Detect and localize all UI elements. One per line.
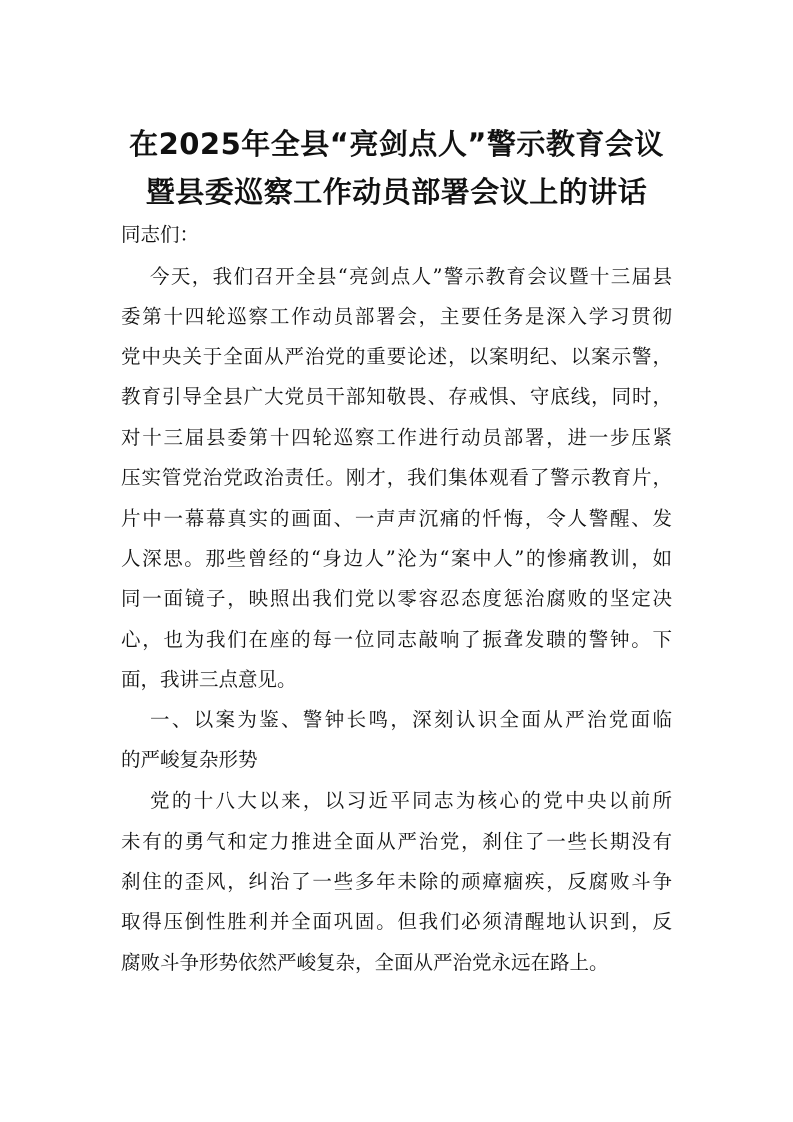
paragraph-line: 腐败斗争形势依然严峻复杂，全面从严治党永远在路上。 xyxy=(121,951,609,974)
paragraph-line: 取得压倒性胜利并全面巩固。但我们必须清醒地认识到，反 xyxy=(121,910,672,933)
paragraph-line: 刹住的歪风，纠治了一些多年未除的顽瘴痼疾，反腐败斗争 xyxy=(121,870,672,893)
document-title-line-1: 在2025年全县“亮剑点人”警示教育会议 xyxy=(129,127,664,161)
paragraph-line: 未有的勇气和定力推进全面从严治党，刹住了一些长期没有 xyxy=(121,830,672,853)
paragraph-line: 面，我讲三点意见。 xyxy=(121,668,297,691)
paragraph-line: 对十三届县委第十四轮巡察工作进行动员部署，进一步压紧 xyxy=(121,426,672,449)
paragraph-line: 教育引导全县广大党员干部知敬畏、存戒惧、守底线，同时， xyxy=(121,385,672,408)
paragraph-line: 委第十四轮巡察工作动员部署会，主要任务是深入学习贯彻 xyxy=(121,305,672,328)
paragraph-line: 党中央关于全面从严治党的重要论述，以案明纪、以案示警， xyxy=(121,345,672,368)
paragraph-line: 同一面镜子，映照出我们党以零容忍态度惩治腐败的坚定决 xyxy=(121,587,672,610)
section-heading-line: 一、以案为鉴、警钟长鸣，深刻认识全面从严治党面临 xyxy=(150,708,672,731)
paragraph-line: 党的十八大以来，以习近平同志为核心的党中央以前所 xyxy=(150,789,672,812)
paragraph-line: 心，也为我们在座的每一位同志敲响了振聋发聩的警钟。下 xyxy=(121,628,672,651)
salutation: 同志们： xyxy=(121,223,200,246)
paragraph-line: 人深思。那些曾经的“身边人”沦为“案中人”的惨痛教训，如 xyxy=(121,547,672,570)
paragraph-line: 压实管党治党政治责任。刚才，我们集体观看了警示教育片， xyxy=(121,466,672,489)
section-heading-line: 的严峻复杂形势 xyxy=(121,748,258,771)
document-title-line-2: 暨县委巡察工作动员部署会议上的讲话 xyxy=(145,175,648,209)
paragraph-line: 今天，我们召开全县“亮剑点人”警示教育会议暨十三届县 xyxy=(150,265,672,288)
paragraph-line: 片中一幕幕真实的画面、一声声沉痛的忏悔，令人警醒、发 xyxy=(121,507,672,530)
